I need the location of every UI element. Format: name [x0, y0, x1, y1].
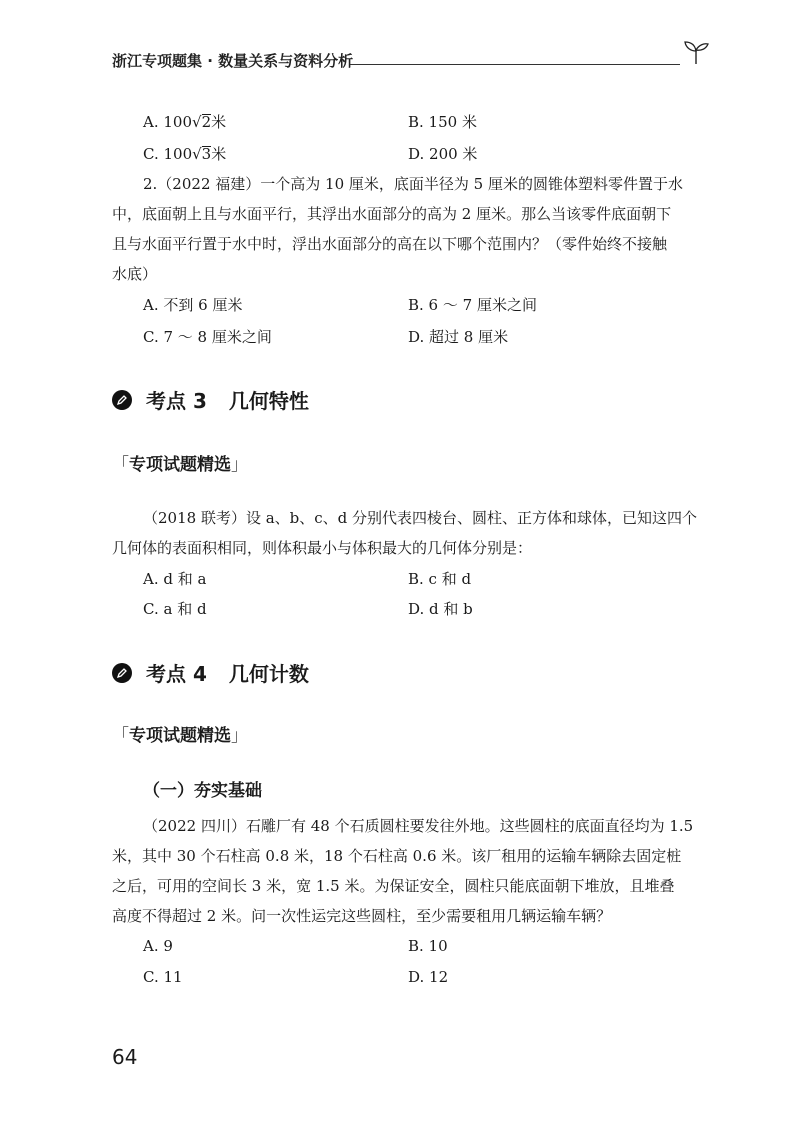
option-b: B. c 和 d [408, 570, 472, 588]
stem-line: 之后，可用的空间长 3 米，宽 1.5 米。为保证安全，圆柱只能底面朝下堆放，且堆叠 [112, 877, 675, 895]
section-heading-3: 考点 3 几何特性 [112, 385, 309, 414]
header-rule [350, 64, 680, 65]
question-4-stem [112, 811, 703, 931]
option-b: B. 6 ～ 7 厘米之间 [408, 296, 537, 314]
option-d: D. 12 [408, 968, 449, 986]
stem-line: 水底） [112, 265, 158, 283]
stem-line: 米，其中 30 个石柱高 0.8 米，18 个石柱高 0.6 米。该厂租用的运输车辆除去固定桩 [112, 847, 682, 865]
option-a: A. 100√2米 [143, 113, 227, 131]
option-d: D. 超过 8 厘米 [408, 328, 509, 346]
question-2-stem [112, 169, 703, 289]
pencil-icon [112, 390, 132, 410]
option-a: A. 不到 6 厘米 [143, 296, 243, 314]
option-d: D. d 和 b [408, 600, 473, 618]
question-3-stem [112, 503, 703, 563]
sub-subsection-heading: （一）夯实基础 [143, 781, 262, 801]
running-header: 浙江专项题集 · 数量关系与资料分析 [112, 52, 354, 70]
option-c: C. 7 ～ 8 厘米之间 [143, 328, 272, 346]
section-heading-4: 考点 4 几何计数 [112, 658, 309, 687]
option-a: A. d 和 a [143, 570, 207, 588]
page-number: 64 [112, 1045, 138, 1069]
stem-line: 几何体的表面积相同，则体积最小与体积最大的几何体分别是： [112, 539, 533, 557]
pencil-icon [112, 663, 132, 683]
stem-line: 高度不得超过 2 米。问一次性运完这些圆柱，至少需要租用几辆运输车辆？ [112, 907, 612, 925]
option-c: C. 100√3米 [143, 145, 227, 163]
subsection-heading: 「专项试题精选」 [112, 726, 248, 746]
stem-line: （2018 联考）设 a、b、c、d 分别代表四棱台、圆柱、正方体和球体，已知这四个 [143, 509, 698, 527]
stem-line: （2022 四川）石雕厂有 48 个石质圆柱要发往外地。这些圆柱的底面直径均为 1.5 [143, 817, 694, 835]
subsection-heading: 「专项试题精选」 [112, 455, 248, 475]
stem-line: 且与水面平行置于水中时，浮出水面部分的高在以下哪个范围内？（零件始终不接触 [112, 235, 668, 253]
stem-line: 2.（2022 福建）一个高为 10 厘米，底面半径为 5 厘米的圆锥体塑料零件置于水 [143, 175, 683, 193]
option-c: C. 11 [143, 968, 183, 986]
option-a: A. 9 [143, 937, 173, 955]
option-b: B. 10 [408, 937, 448, 955]
option-b: B. 150 米 [408, 113, 477, 131]
sprout-icon [682, 38, 710, 66]
option-d: D. 200 米 [408, 145, 478, 163]
stem-line: 中，底面朝上且与水面平行，其浮出水面部分的高为 2 厘米。那么当该零件底面朝下 [112, 205, 672, 223]
option-c: C. a 和 d [143, 600, 207, 618]
